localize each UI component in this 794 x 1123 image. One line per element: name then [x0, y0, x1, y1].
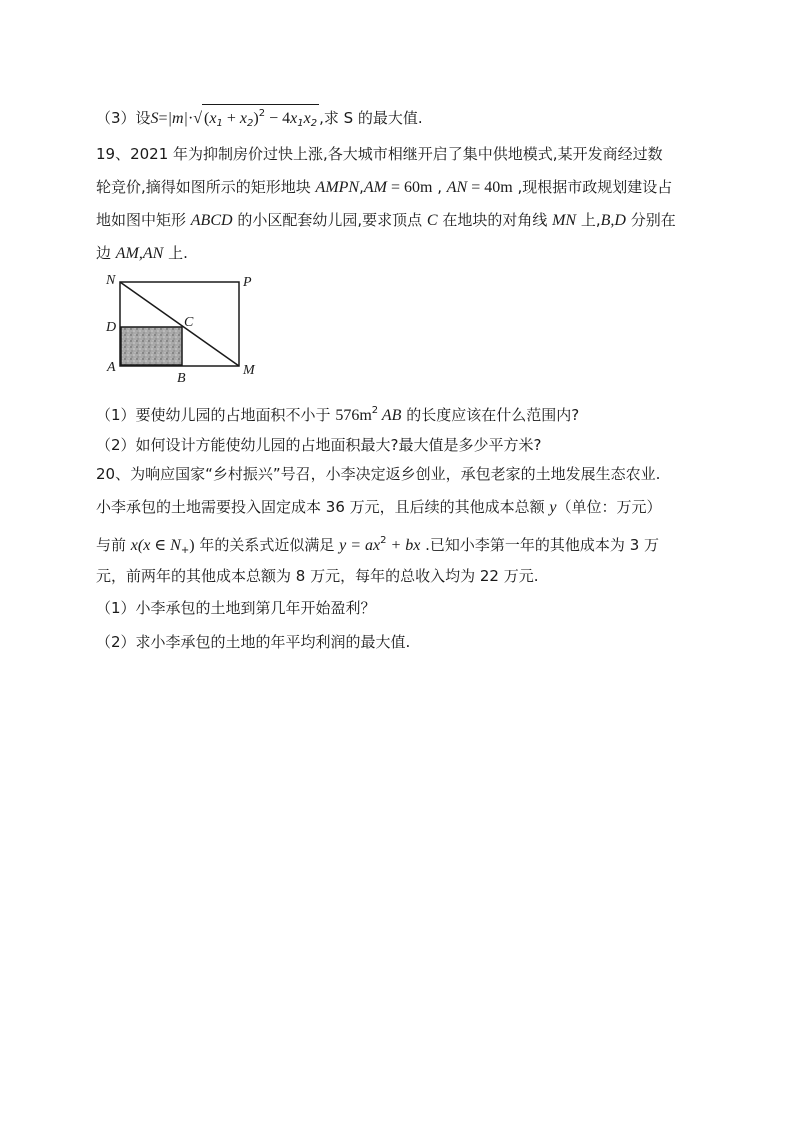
q20-domain: (x ∈ N — [137, 537, 181, 554]
q18-part3-tail: ,求 S 的最大值. — [319, 109, 423, 127]
q20-x: x — [130, 537, 138, 554]
q19-line2 — [96, 177, 672, 198]
q19-am-val: = 60m — [386, 179, 433, 196]
q19-am: AM — [363, 179, 387, 196]
q20-line2 — [96, 497, 662, 518]
q19-part1-a: （1）要使幼儿园的占地面积不小于 — [96, 406, 336, 424]
q19-line2-d: ,现根据市政规划建设占 — [512, 178, 673, 196]
q20-line3 — [96, 531, 659, 561]
paren-open: ( — [204, 110, 210, 127]
q20-part2: （2）求小李承包的土地的年平均利润的最大值. — [96, 633, 411, 651]
q19-abcd: ABCD — [190, 212, 233, 229]
q19-line3 — [96, 210, 676, 231]
q19-part1-pow: 2 — [371, 405, 379, 416]
q19-line3-e: 上, — [576, 211, 601, 229]
q19-line3-b: 的小区配套幼儿园,要求顶点 — [232, 211, 427, 229]
q18-part3-prefix: （3）设 — [96, 109, 151, 127]
q19-line4-b: 上. — [163, 244, 188, 262]
q19-part1-ab: AB — [378, 407, 402, 424]
sub-1b: 1 — [297, 118, 304, 129]
rectangle-figure — [100, 268, 270, 386]
power-2: 2 — [258, 108, 266, 119]
q19-part1-b: 的长度应该在什么范围内? — [401, 406, 580, 424]
q19-line3-a: 地如图中矩形 — [96, 211, 191, 229]
sqrt-sign: √ — [193, 110, 203, 127]
q19-bd: B,D — [600, 212, 626, 229]
label-d: D — [106, 320, 117, 335]
q20-part1: （1）小李承包的土地到第几年开始盈利？ — [96, 599, 376, 617]
formula-s: S — [150, 110, 159, 127]
q19-part2: （2）如何设计方能使幼儿园的占地面积最大?最大值是多少平方米? — [96, 436, 542, 454]
var-x2b: x — [303, 110, 311, 127]
formula-abs-m: |m| — [167, 110, 188, 127]
minus-four: − 4 — [265, 110, 291, 127]
q20-plus-sub: + — [180, 545, 190, 556]
var-x1: x — [209, 110, 217, 127]
q20-close: ) — [189, 537, 195, 554]
label-m: M — [243, 363, 255, 378]
label-n: N — [106, 273, 116, 288]
q19-an: AN — [446, 179, 468, 196]
formula-dot: · — [187, 110, 194, 127]
q19-ampn: AMPN — [315, 179, 360, 196]
q20-line3-b: 年的关系式近似满足 — [194, 536, 340, 554]
q19-line2-c: , — [432, 178, 447, 196]
q19-line1: 19、2021 年为抑制房价过快上涨,各大城市相继开启了集中供地模式,某开发商经过数 — [96, 145, 663, 163]
q18-part3 — [96, 104, 423, 133]
plus-sign: + — [222, 110, 240, 127]
q20-eq: y = ax — [339, 537, 381, 554]
q19-part1 — [96, 401, 579, 426]
q20-line3-a: 与前 — [96, 536, 131, 554]
q19-am-an: AM,AN — [115, 245, 164, 262]
q20-line3-c: .已知小李第一年的其他成本为 3 万 — [420, 536, 660, 554]
q19-line2-a: 轮竞价,摘得如图所示的矩形地块 — [96, 178, 316, 196]
var-x2: x — [239, 110, 247, 127]
q19-c: C — [426, 212, 438, 229]
q20-line2-a: 小李承包的土地需要投入固定成本 36 万元，且后续的其他成本总额 — [96, 498, 550, 516]
q19-line2-b: , — [359, 178, 364, 196]
q20-y: y — [549, 499, 557, 516]
q20-line4: 元，前两年的其他成本总额为 8 万元，每年的总收入均为 22 万元. — [96, 567, 539, 585]
label-a: A — [107, 360, 116, 375]
q19-line3-d: 在地块的对角线 — [437, 211, 553, 229]
sub-2: 2 — [247, 118, 254, 129]
formula-eq: = — [158, 110, 168, 127]
label-b: B — [177, 371, 186, 386]
paren-close: ) — [253, 110, 259, 127]
q19-line3-f: 分别在 — [625, 211, 676, 229]
q19-line4 — [96, 243, 188, 264]
q19-mn: MN — [552, 212, 577, 229]
label-p: P — [243, 275, 252, 290]
sub-2b: 2 — [310, 118, 318, 129]
sqrt-radicand — [202, 104, 319, 133]
q20-pow: 2 — [380, 535, 387, 546]
q19-line4-a: 边 — [96, 244, 116, 262]
var-x1b: x — [290, 110, 298, 127]
q19-an-val: = 40m — [467, 179, 513, 196]
label-c: C — [184, 315, 194, 330]
sub-1: 1 — [216, 118, 223, 129]
q20-line2-b: （单位：万元） — [556, 498, 662, 516]
q20-eq2: + bx — [386, 537, 421, 554]
rect-abcd-shaded — [121, 327, 182, 365]
q20-line1: 20、为响应国家“乡村振兴”号召，小李决定返乡创业，承包老家的土地发展生态农业. — [96, 465, 661, 483]
q19-part1-val: 576m — [335, 407, 372, 424]
